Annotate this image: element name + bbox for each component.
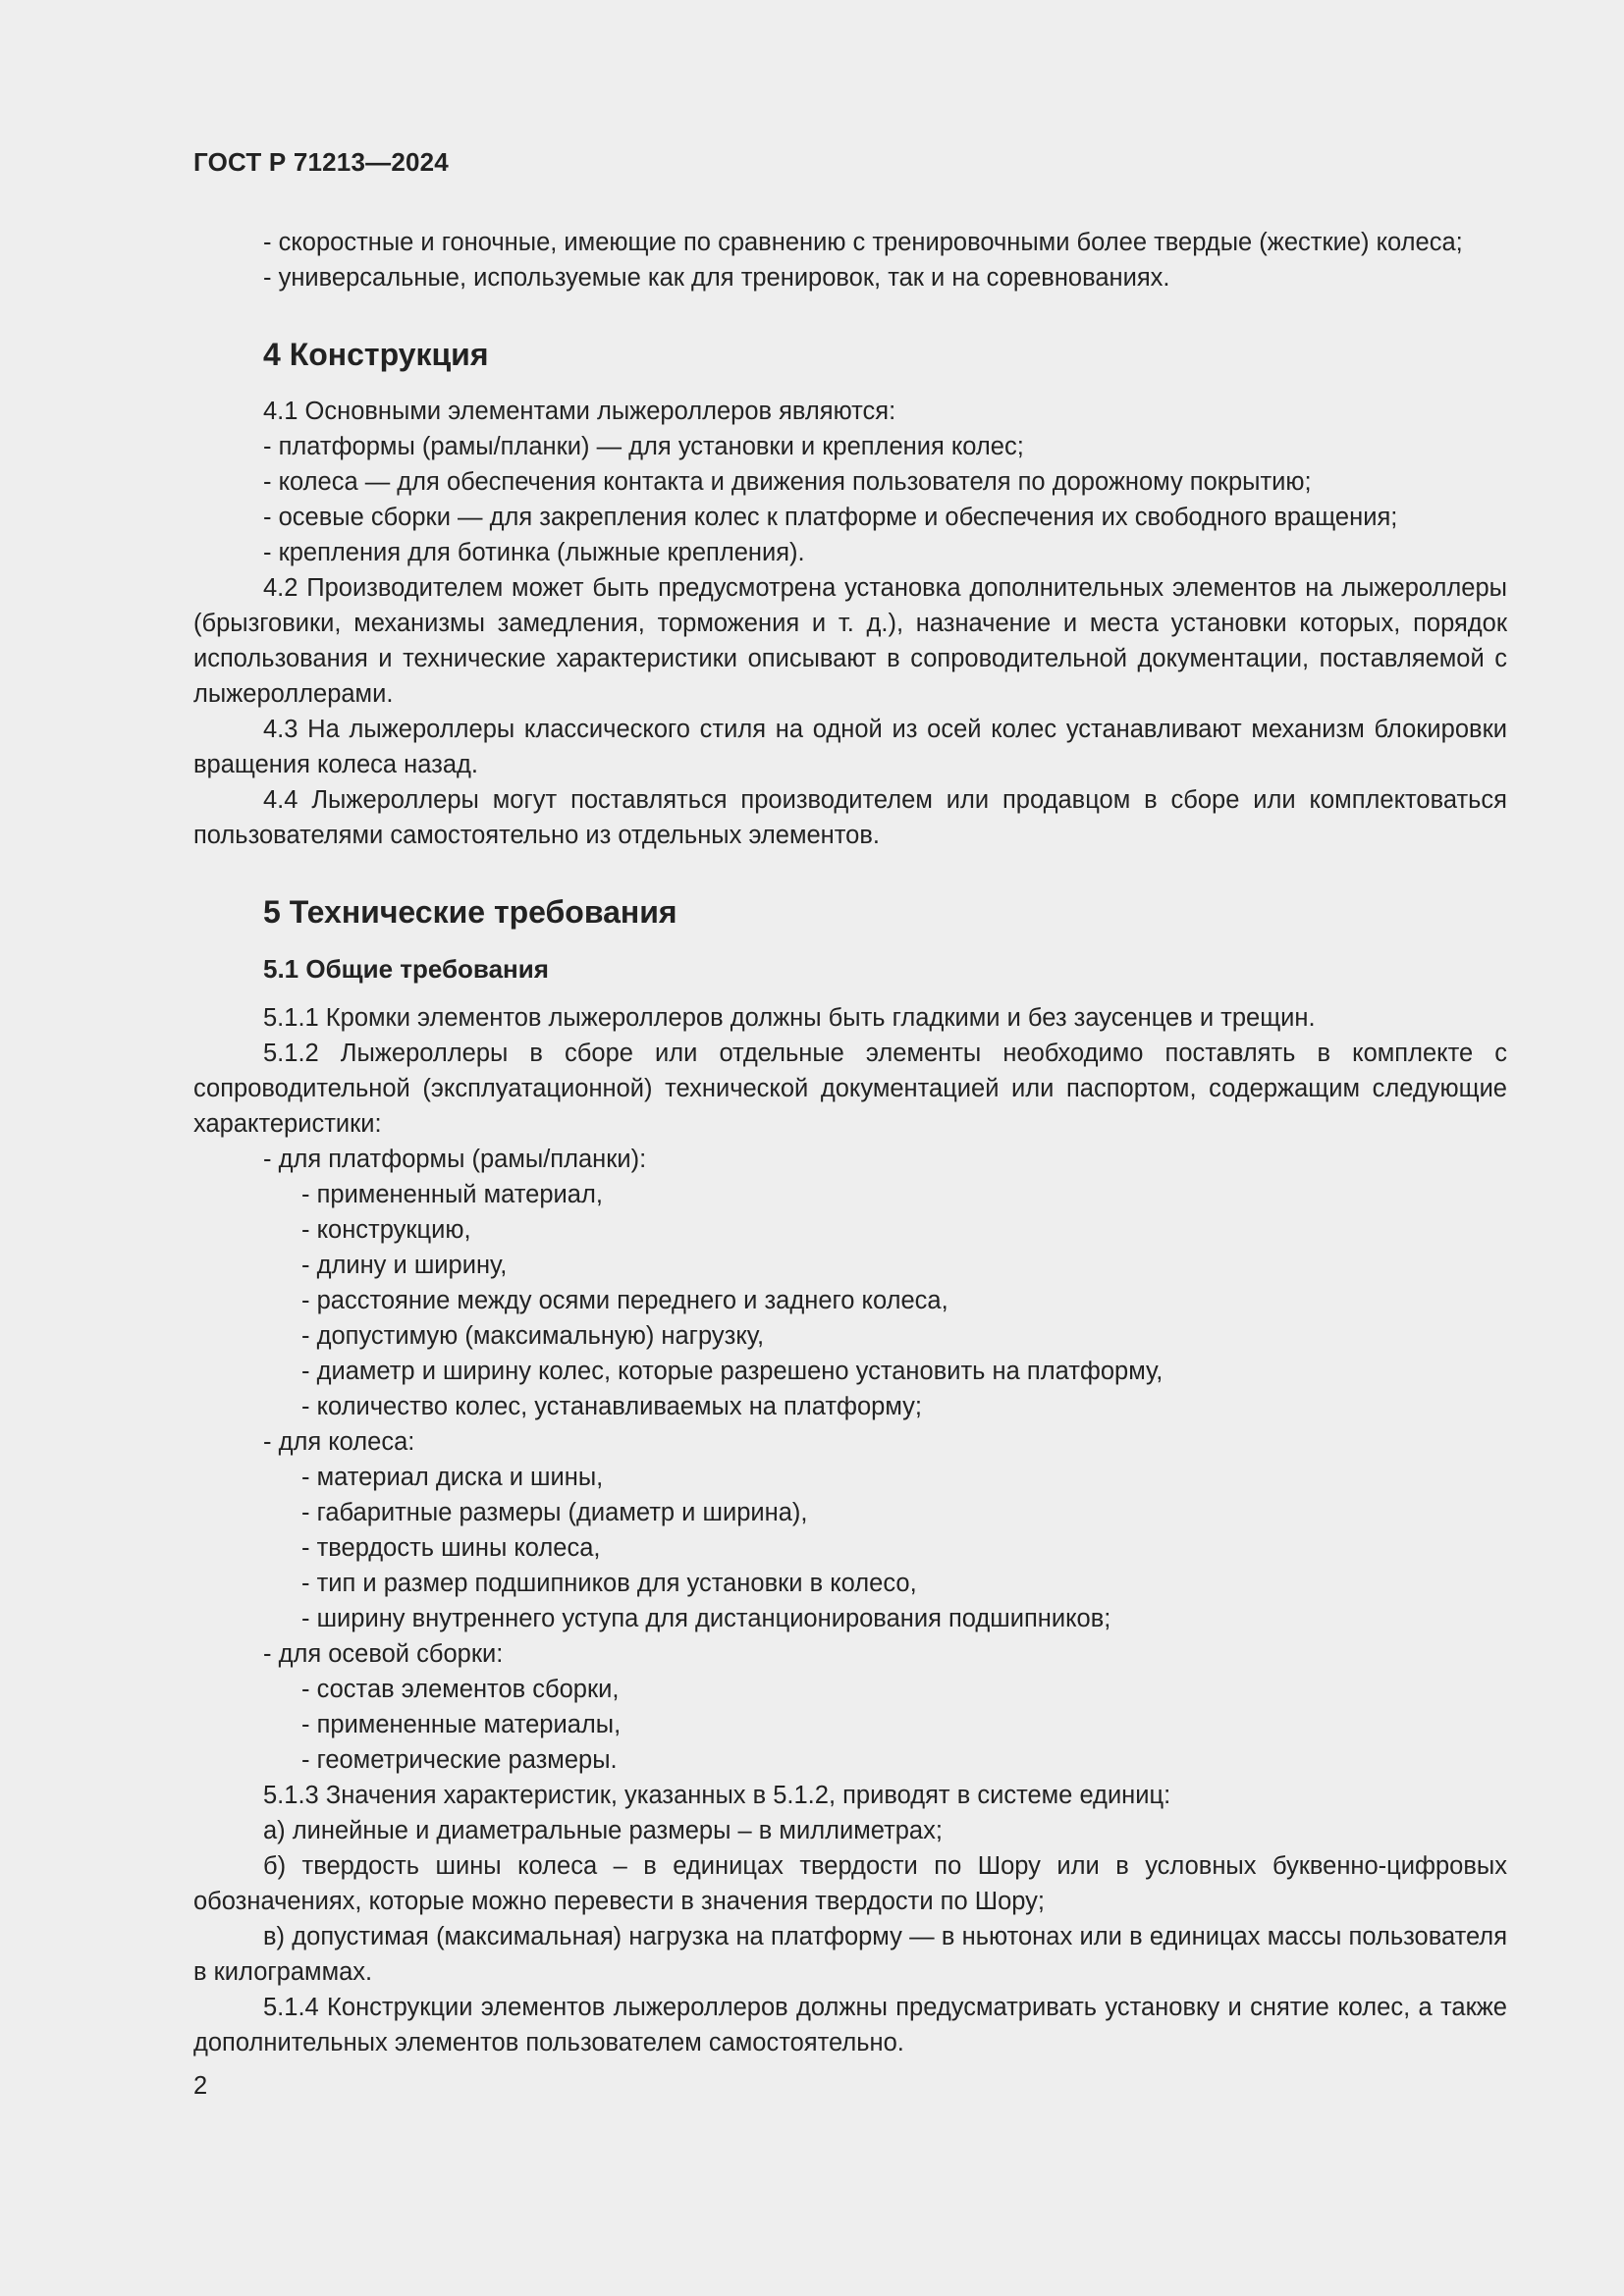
list-item: - диаметр и ширину колес, которые разрешено установить на платформу,	[301, 1358, 1164, 1385]
list-item: - платформы (рамы/планки) — для установки и крепления колес;	[263, 433, 1024, 460]
section-4-title: 4 Конструкция	[263, 337, 489, 372]
list-item: - осевые сборки — для закрепления колес к платформе и обеспечения их свободного вращения;	[263, 504, 1398, 531]
list-item: - геометрические размеры.	[301, 1746, 618, 1774]
units-item: б) твердость шины колеса – в единицах твердости по Шору или в условных буквенно-цифровых обозначениях, которые можно перевести в значения твердости по Шору;	[193, 1852, 1507, 1915]
paragraph-4-1: 4.1 Основными элементами лыжероллеров являются:	[263, 398, 896, 425]
list-item: - тип и размер подшипников для установки в колесо,	[301, 1570, 917, 1597]
list-item: - колеса — для обеспечения контакта и движения пользователя по дорожному покрытию;	[263, 468, 1312, 496]
list-item: - количество колес, устанавливаемых на платформу;	[301, 1393, 923, 1420]
document-body	[193, 225, 1507, 2060]
page-number: 2	[193, 2072, 208, 2100]
paragraph-4-4: 4.4 Лыжероллеры могут поставляться производителем или продавцом в сборе или комплектоваться пользователями самостоятельно из отдельных элементов.	[193, 786, 1507, 849]
paragraph-5-1-3: 5.1.3 Значения характеристик, указанных в 5.1.2, приводят в системе единиц:	[263, 1782, 1171, 1809]
list-item: - состав элементов сборки,	[301, 1676, 620, 1703]
list-head-platform: - для платформы (рамы/планки):	[263, 1146, 647, 1173]
list-head-axle: - для осевой сборки:	[263, 1640, 504, 1668]
units-item: а) линейные и диаметральные размеры – в миллиметрах;	[263, 1817, 943, 1844]
list-item: - ширину внутреннего уступа для дистанционирования подшипников;	[301, 1605, 1111, 1632]
subsection-5-1-title: 5.1 Общие требования	[263, 954, 549, 984]
list-item: - конструкцию,	[301, 1216, 471, 1244]
paragraph-5-1-4: 5.1.4 Конструкции элементов лыжероллеров должны предусматривать установку и снятие колес, а также дополнительных элементов пользователем самостоятельно.	[193, 1994, 1507, 2056]
list-head-wheel: - для колеса:	[263, 1428, 415, 1456]
list-item: - материал диска и шины,	[301, 1464, 604, 1491]
list-item: - допустимую (максимальную) нагрузку,	[301, 1322, 765, 1350]
paragraph-5-1-2: 5.1.2 Лыжероллеры в сборе или отдельные элементы необходимо поставлять в комплекте с сопроводительной (эксплуатационной) технической документацией или паспортом, содержащим следующие характеристики:	[193, 1040, 1507, 1138]
list-item: - примененный материал,	[301, 1181, 603, 1208]
document-header: ГОСТ Р 71213—2024	[193, 147, 449, 177]
list-item: - твердость шины колеса,	[301, 1534, 601, 1562]
paragraph-5-1-1: 5.1.1 Кромки элементов лыжероллеров должны быть гладкими и без заусенцев и трещин.	[263, 1004, 1316, 1032]
intro-item: - универсальные, используемые как для тренировок, так и на соревнованиях.	[263, 264, 1170, 292]
list-item: - примененные материалы,	[301, 1711, 622, 1738]
paragraph-4-2: 4.2 Производителем может быть предусмотрена установка дополнительных элементов на лыжероллеры (брызговики, механизмы замедления, торможения и т. д.), назначение и места установки которых, порядок использования и технические характеристики описывают в сопроводительной документации, поставляемой с лыжероллерами.	[193, 574, 1507, 708]
list-item: - длину и ширину,	[301, 1252, 508, 1279]
list-item: - крепления для ботинка (лыжные крепления).	[263, 539, 805, 566]
intro-item: - скоростные и гоночные, имеющие по сравнению с тренировочными более твердые (жесткие) колеса;	[263, 229, 1463, 256]
list-item: - габаритные размеры (диаметр и ширина),	[301, 1499, 808, 1526]
paragraph-4-3: 4.3 На лыжероллеры классического стиля на одной из осей колес устанавливают механизм блокировки вращения колеса назад.	[193, 716, 1507, 778]
list-item: - расстояние между осями переднего и заднего колеса,	[301, 1287, 948, 1314]
section-5-title: 5 Технические требования	[263, 894, 677, 930]
units-item: в) допустимая (максимальная) нагрузка на платформу — в ньютонах или в единицах массы пользователя в килограммах.	[193, 1923, 1507, 1986]
